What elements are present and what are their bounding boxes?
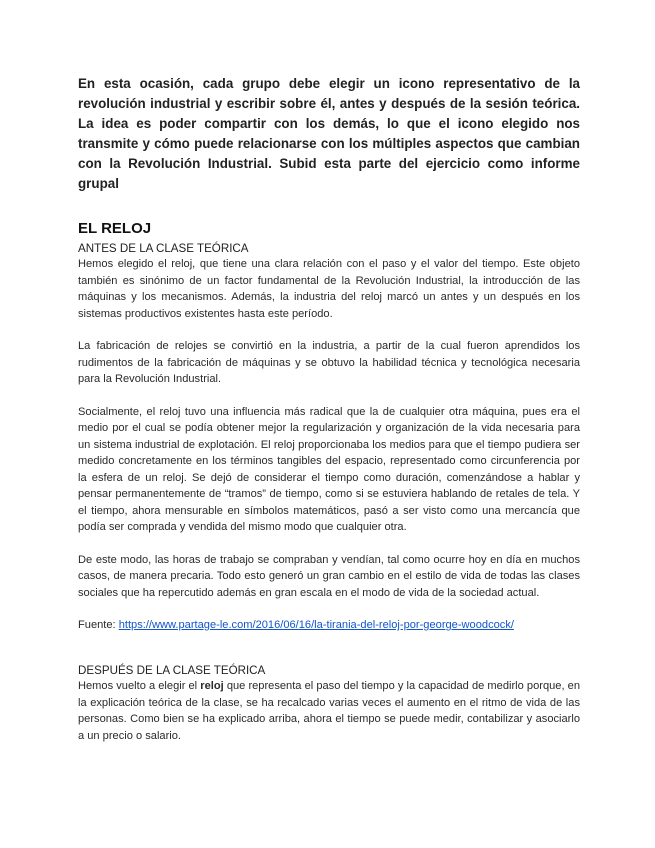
source-link[interactable]: https://www.partage-le.com/2016/06/16/la-tirania-del-reloj-por-george-woodcock/ — [118, 619, 514, 631]
section-title: EL RELOJ — [78, 220, 152, 237]
document-page — [78, 74, 580, 744]
after-paragraph-start: Hemos vuelto a elegir el — [78, 680, 201, 692]
before-paragraph-3: Socialmente, el reloj tuvo una influencia más radical que la de cualquier otra máquina, pues era el medio por el cual se podía obtener mejor la regularización y organización de la vida necesaria para un sistema industrial de explotación. El reloj proporcionaba los medios para que el tiempo pudiera ser medido concretamente en los términos tangibles del espacio, representado como circunferencia por la esfera de un reloj. Se dejó de considerar el tiempo como duración, comenzándose a hablar y pensar permanentemente de “tramos” de tiempo, como si se estuviera hablando de retales de tela. Y el tiempo, ahora mensurable en símbolos matemáticos, pasó a ser visto como una mercancía que podía ser comprada y vendida del mismo modo que cualquier otra. — [78, 405, 580, 533]
after-paragraph-bold: reloj — [200, 680, 224, 692]
assignment-intro: En esta ocasión, cada grupo debe elegir un icono representativo de la revolución industrial y escribir sobre él, antes y después de la sesión teórica. La idea es poder compartir con los demás, lo que el icono elegido nos transmite y cómo puede relacionarse con los múltiples aspectos que cambian con la Revolución Industrial. Subid esta parte del ejercicio como informe grupal — [78, 76, 580, 191]
source-label: Fuente: — [78, 619, 119, 631]
after-class-heading: DESPUÉS DE LA CLASE TEÓRICA — [78, 664, 266, 677]
before-paragraph-4: De este modo, las horas de trabajo se compraban y vendían, tal como ocurre hoy en día en muchos casos, de manera precaria. Todo esto generó un gran cambio en el estilo de vida de todas las clases sociales que ha repercutido además en gran escala en el modo de vida de la sociedad actual. — [78, 553, 580, 599]
after-paragraph — [78, 678, 580, 744]
before-paragraph-2: La fabricación de relojes se convirtió en la industria, a partir de la cual fueron aprendidos los rudimentos de la fabricación de máquinas y se obtuvo la habilidad técnica y tecnológica necesaria para la Revolución Industrial. — [78, 340, 580, 385]
before-paragraph-1: Hemos elegido el reloj, que tiene una clara relación con el paso y el valor del tiempo. Este objeto también es sinónimo de un factor fundamental de la Revolución Industrial, la introducción de las máquinas y los mecanismos. Además, la industria del reloj marcó un antes y un después en los sistemas productivos existentes hasta este período. — [78, 258, 580, 320]
after-paragraph-end: que representa el paso del tiempo y la capacidad de medirlo porque, en la explicación teórica de la clase, se ha recalcado varias veces el aumento en el ritmo de vida de las personas. Como bien se ha explicado arriba, ahora el tiempo se puede medir, contabilizar y asociarlo a un precio o salario. — [78, 680, 580, 742]
source-line — [78, 617, 580, 633]
before-class-heading: ANTES DE LA CLASE TEÓRICA — [78, 242, 249, 255]
